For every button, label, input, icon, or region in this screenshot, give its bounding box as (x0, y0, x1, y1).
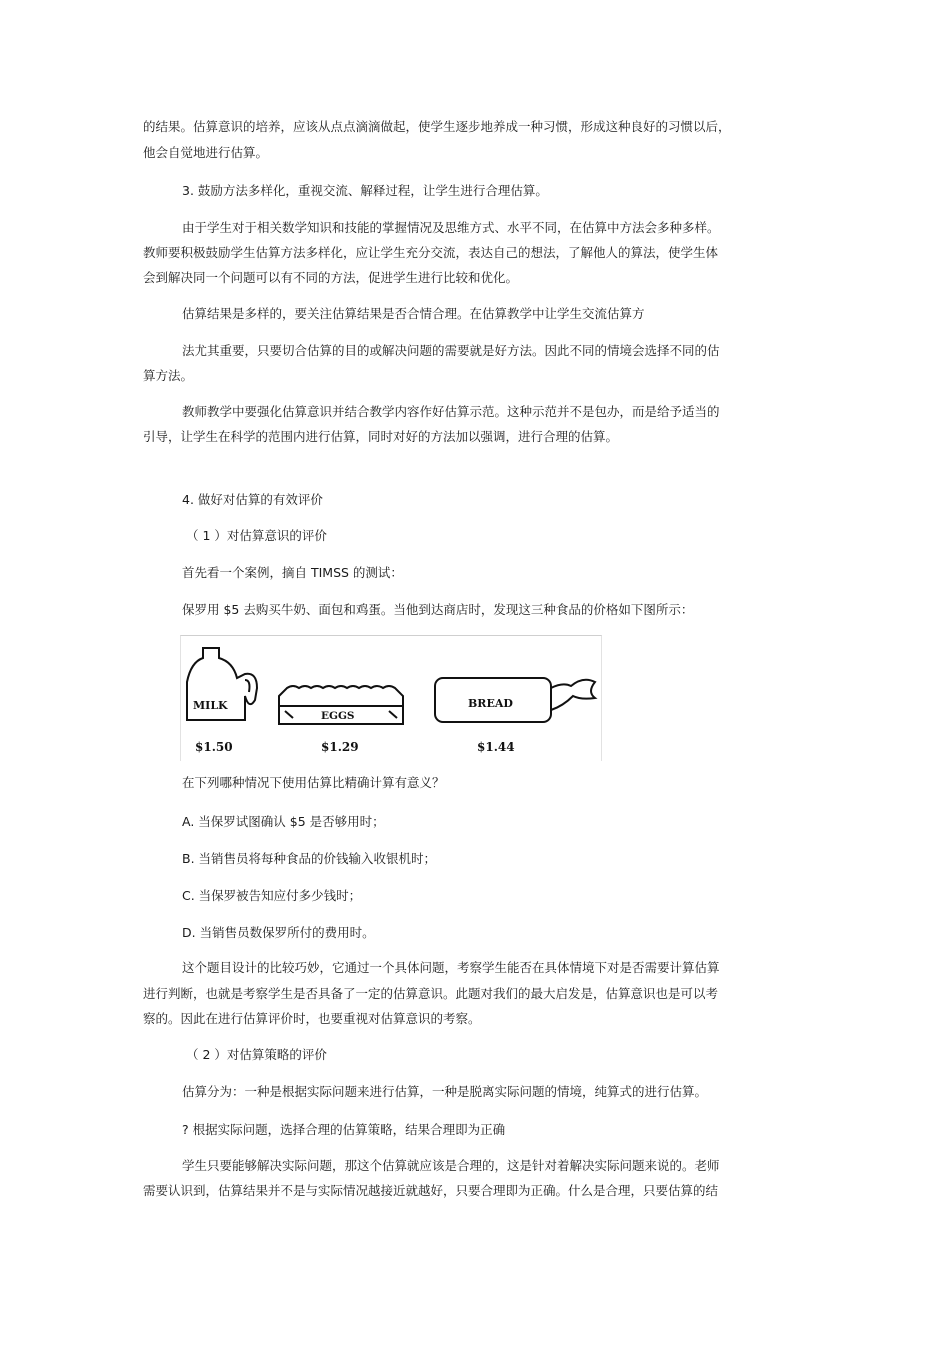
option-b: B. 当销售员将每种食品的价钱输入收银机时； (182, 851, 437, 866)
bread-label: BREAD (468, 697, 513, 710)
paragraph-line: 由于学生对于相关数学知识和技能的掌握情况及思维方式、水平不同，在估算中方法会多种多样。 (182, 220, 720, 235)
paragraph-line: 算方法。 (143, 368, 194, 383)
option-d: D. 当销售员数保罗所付的费用时。 (182, 925, 375, 940)
grocery-illustration (181, 636, 601, 761)
option-a: A. 当保罗试图确认 $5 是否够用时； (182, 814, 385, 829)
paragraph-line: 这个题目设计的比较巧妙，它通过一个具体问题，考察学生能否在具体情境下对是否需要计算估算 (182, 960, 720, 975)
paragraph-line: 需要认识到，估算结果并不是与实际情况越接近就越好，只要合理即为正确。什么是合理，只要估算的结 (143, 1183, 719, 1198)
paragraph-line: 引导，让学生在科学的范围内进行估算，同时对好的方法加以强调，进行合理的估算。 (143, 429, 619, 444)
subsection-heading-1: （ 1 ）对估算意识的评价 (186, 528, 327, 543)
paragraph-line: 的结果。估算意识的培养，应该从点点滴滴做起，使学生逐步地养成一种习惯，形成这种良好的习惯以后， (143, 119, 731, 134)
paragraph-line: 学生只要能够解决实际问题，那这个估算就应该是合理的，这是针对着解决实际问题来说的。老师 (182, 1158, 720, 1173)
paragraph-line: 首先看一个案例，摘自 TIMSS 的测试： (182, 565, 403, 580)
paragraph-line: 进行判断，也就是考察学生是否具备了一定的估算意识。此题对我们的最大启发是，估算意识也是可以考 (143, 986, 719, 1001)
paragraph-line: 保罗用 $5 去购买牛奶、面包和鸡蛋。当他到达商店时，发现这三种食品的价格如下图所示： (182, 602, 694, 617)
subsection-heading-2: （ 2 ）对估算策略的评价 (186, 1047, 327, 1062)
bread-price: $1.44 (477, 740, 515, 754)
paragraph-line: 教师教学中要强化估算意识并结合教学内容作好估算示范。这种示范并不是包办，而是给予适当的 (182, 404, 720, 419)
bread-loaf-icon (435, 678, 595, 722)
grocery-price-figure (180, 635, 602, 761)
paragraph-line: 估算结果是多样的，要关注估算结果是否合情合理。在估算教学中让学生交流估算方 (182, 306, 645, 321)
paragraph-line: 他会自觉地进行估算。 (143, 145, 269, 160)
eggs-price: $1.29 (321, 740, 359, 754)
paragraph-line: 会到解决同一个问题可以有不同的方法，促进学生进行比较和优化。 (143, 270, 519, 285)
option-c: C. 当保罗被告知应付多少钱时； (182, 888, 362, 903)
eggs-label: EGGS (321, 710, 355, 722)
milk-label: MILK (193, 699, 228, 712)
section-heading-3: 3. 鼓励方法多样化，重视交流、解释过程，让学生进行合理估算。 (182, 183, 548, 198)
milk-price: $1.50 (195, 740, 233, 754)
section-heading-4: 4. 做好对估算的有效评价 (182, 492, 323, 507)
paragraph-line: 察的。因此在进行估算评价时，也要重视对估算意识的考察。 (143, 1011, 481, 1026)
paragraph-line: 估算分为：一种是根据实际问题来进行估算，一种是脱离实际问题的情境，纯算式的进行估算。 (182, 1084, 708, 1099)
bullet-line: ? 根据实际问题，选择合理的估算策略，结果合理即为正确 (182, 1122, 506, 1137)
paragraph-line: 教师要积极鼓励学生估算方法多样化，应让学生充分交流，表达自己的想法，了解他人的算法，使学生体 (143, 245, 719, 260)
question-text: 在下列哪种情况下使用估算比精确计算有意义？ (182, 775, 445, 790)
paragraph-line: 法尤其重要，只要切合估算的目的或解决问题的需要就是好方法。因此不同的情境会选择不同的估 (182, 343, 720, 358)
